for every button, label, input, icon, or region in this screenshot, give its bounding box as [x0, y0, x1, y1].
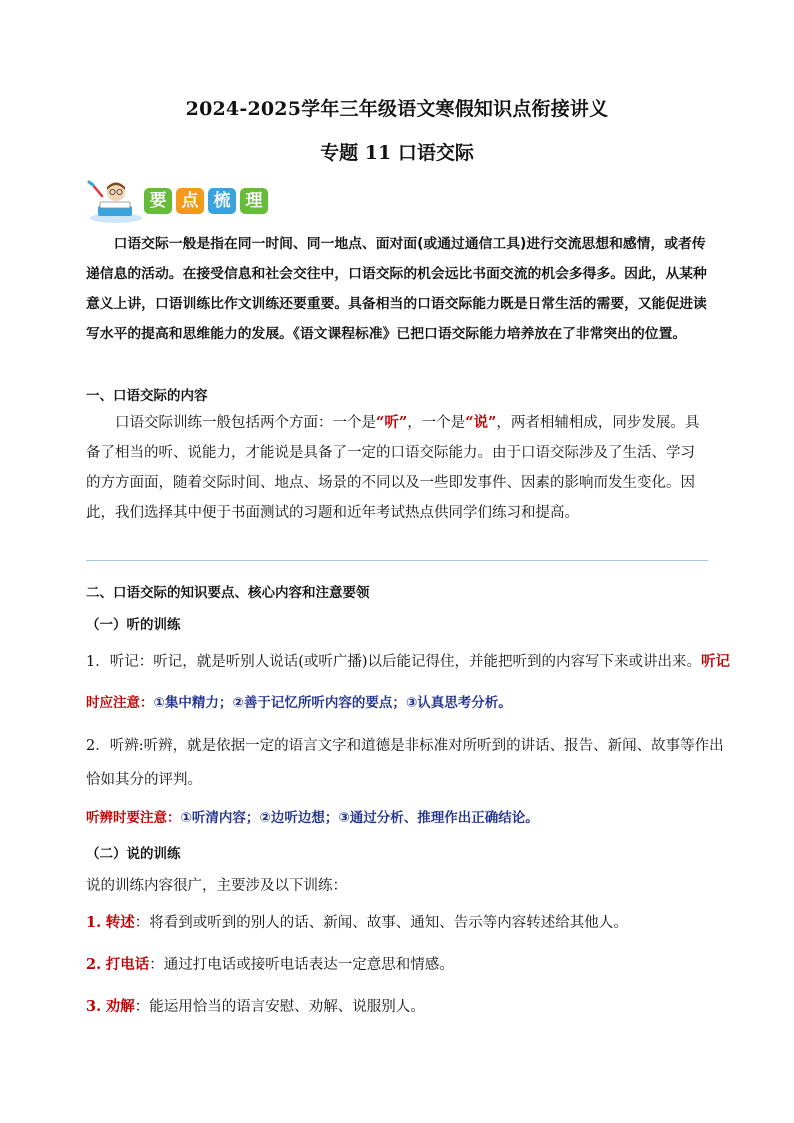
- item-text: ：通过打电话或接听电话表达一定意思和情感。: [149, 957, 454, 973]
- student-reading-icon: [86, 178, 146, 224]
- listen-judge-note-label: 听辨时要注意：: [86, 810, 181, 826]
- listen-memorize-item: [86, 650, 730, 671]
- listen-judge-item: 2．听辨:听辨，就是依据一定的语言文字和道德是非标准对所听到的讲话、报告、新闻、故事等作出: [86, 738, 724, 754]
- section1-heading: 一、口语交际的内容: [86, 388, 208, 404]
- section1-text-c: ，两者相辅相成，同步发展。具备了相当的听、说能力，才能说是具备了一定的口语交际能力。由于口语交际涉及了生活、学习的方方面面，随着交际时间、地点、场景的不同以及一些即发事件、因素的影响而发生变化。因此，我们选择其中便于书面测试的习题和近年考试热点供同学们练习和提高。: [86, 415, 700, 521]
- badge-char: 理: [240, 188, 268, 214]
- item-number: 3.: [86, 998, 102, 1015]
- listen-judge-notes: [86, 806, 539, 826]
- section1-text-a: 口语交际训练一般包括两个方面：一个是: [115, 415, 376, 431]
- item-text: ：能运用恰当的语言安慰、劝解、说服别人。: [134, 999, 425, 1015]
- section-divider: [86, 560, 708, 561]
- speak-item-retell: [86, 911, 628, 932]
- section2-heading: 二、口语交际的知识要点、核心内容和注意要领: [86, 585, 370, 601]
- listen-memorize-note-label: 时应注意：: [86, 695, 154, 711]
- listen-judge-item-cont: 恰如其分的评判。: [86, 772, 202, 788]
- listening-subheading: （一）听的训练: [86, 617, 181, 633]
- intro-paragraph: 口语交际一般是指在同一时间、同一地点、面对面(或通过通信工具)进行交流思想和感情，或者传递信息的活动。在接受信息和社会交往中，口语交际的机会远比书面交流的机会多得多。因此，从某种意义上讲，口语训练比作文训练还要重要。具备相当的口语交际能力既是日常生活的需要，又能促进读写水平的提高和思维能力的发展。《语文课程标准》已把口语交际能力培养放在了非常突出的位置。: [86, 236, 707, 342]
- badge-char: 要: [144, 188, 172, 214]
- item-label: 劝解: [105, 998, 135, 1015]
- badge-char: 点: [176, 188, 204, 214]
- speak-item-persuade: [86, 995, 425, 1016]
- section1-paragraph: [86, 408, 708, 528]
- listen-memorize-label: 听记: [701, 653, 731, 670]
- speak-item-phone: [86, 953, 454, 974]
- item-label: 转述: [105, 914, 135, 931]
- listen-highlight: “听”: [376, 414, 408, 431]
- listen-memorize-text: 1．听记：听记，就是听别人说话(或听广播)以后能记得住，并能把听到的内容写下来或讲出来。: [86, 654, 702, 670]
- document-title: 2024-2025学年三年级语文寒假知识点衔接讲义: [185, 98, 609, 120]
- item-label: 打电话: [105, 956, 150, 973]
- item-text: ：将看到或听到的别人的话、新闻、故事、通知、告示等内容转述给其他人。: [134, 915, 628, 931]
- item-number: 2.: [86, 956, 102, 973]
- listen-memorize-points: ①集中精力；②善于记忆所听内容的要点；③认真思考分析。: [153, 695, 512, 711]
- key-points-badge: [86, 178, 276, 224]
- badge-char: 梳: [208, 188, 236, 214]
- item-number: 1.: [86, 914, 102, 931]
- speak-highlight: “说”: [465, 414, 497, 431]
- speaking-intro: 说的训练内容很广，主要涉及以下训练：: [86, 878, 347, 894]
- document-subtitle: 专题 11 口语交际: [320, 142, 474, 164]
- listen-judge-points: ①听清内容；②边听边想；③通过分析、推理作出正确结论。: [180, 810, 539, 826]
- section1-text-b: ，一个是: [407, 415, 466, 431]
- badge-label: [144, 188, 268, 214]
- listen-memorize-notes: [86, 691, 512, 711]
- speaking-subheading: （二）说的训练: [86, 846, 181, 862]
